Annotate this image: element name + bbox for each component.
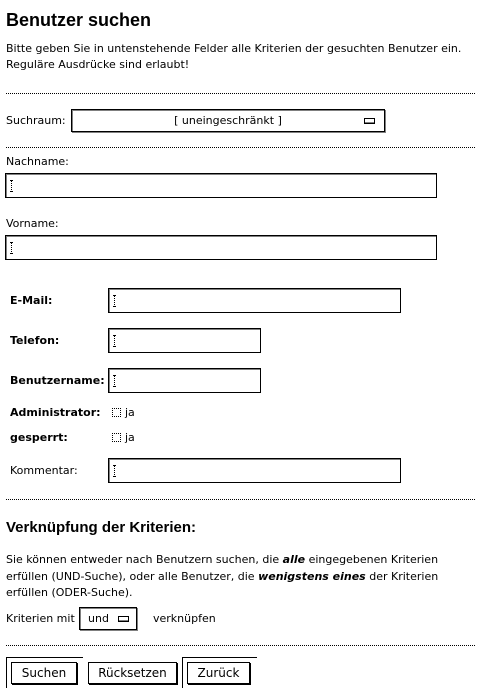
phone-input[interactable] — [108, 328, 261, 353]
username-input[interactable] — [108, 368, 261, 393]
text-cursor-icon — [113, 465, 116, 477]
text-cursor-icon — [113, 295, 116, 307]
logic-text-line-3: erfüllen (ODER-Suche). — [6, 586, 133, 599]
dropdown-icon — [364, 118, 375, 124]
text-cursor-icon — [10, 242, 13, 254]
search-scope-selected-value: [ uneingeschränkt ] — [174, 114, 282, 127]
search-scope-select[interactable] — [71, 109, 385, 132]
logic-emphasis-all: alle — [282, 553, 306, 566]
locked-label: gesperrt: — [10, 431, 68, 444]
reset-button[interactable]: Rücksetzen — [88, 662, 177, 684]
logic-text-part: der Kriterien — [365, 570, 439, 583]
lastname-label: Nachname: — [6, 155, 69, 168]
email-input[interactable] — [108, 288, 401, 313]
combine-prefix-label: Kriterien mit — [6, 612, 75, 625]
search-scope-label: Suchraum: — [6, 114, 66, 127]
separator — [6, 93, 475, 94]
admin-option-label: ja — [125, 406, 135, 419]
lastname-input[interactable] — [5, 173, 437, 198]
logic-text-part: Sie können entweder nach Benutzern suchen, die — [6, 553, 283, 566]
text-cursor-icon — [10, 180, 13, 192]
logic-text-part: eingegebenen Kriterien — [305, 553, 439, 566]
email-label: E-Mail: — [10, 294, 53, 307]
logic-heading: Verknüpfung der Kriterien: — [6, 519, 197, 536]
logic-text-line-1 — [6, 552, 438, 568]
phone-label: Telefon: — [10, 334, 60, 347]
locked-checkbox[interactable] — [112, 433, 121, 442]
admin-label: Administrator: — [10, 406, 101, 419]
text-cursor-icon — [113, 375, 116, 387]
logic-text-line-2 — [6, 569, 438, 585]
separator — [6, 645, 475, 646]
intro-text-line-1: Bitte geben Sie in untenstehende Felder alle Kriterien der gesuchten Benutzer ein. — [6, 42, 462, 55]
text-cursor-icon — [113, 335, 116, 347]
comment-input[interactable] — [108, 458, 401, 483]
page-title: Benutzer suchen — [6, 10, 152, 30]
combine-mode-select[interactable] — [79, 607, 137, 630]
combine-suffix-label: verknüpfen — [153, 612, 216, 625]
intro-text-line-2: Reguläre Ausdrücke sind erlaubt! — [6, 58, 190, 71]
separator — [6, 147, 475, 148]
firstname-input[interactable] — [5, 235, 437, 260]
firstname-label: Vorname: — [6, 217, 59, 230]
logic-emphasis-at-least-one: wenigstens eines — [258, 570, 366, 583]
comment-label: Kommentar: — [10, 464, 78, 477]
dropdown-icon — [118, 616, 129, 622]
admin-checkbox[interactable] — [112, 408, 121, 417]
separator — [6, 499, 475, 500]
search-button[interactable]: Suchen — [11, 662, 77, 684]
combine-mode-selected-value: und — [88, 612, 109, 625]
back-button[interactable]: Zurück — [187, 662, 250, 684]
username-label: Benutzername: — [10, 374, 105, 387]
logic-text-part: erfüllen (UND-Suche), oder alle Benutzer, die — [6, 570, 259, 583]
locked-option-label: ja — [125, 431, 135, 444]
